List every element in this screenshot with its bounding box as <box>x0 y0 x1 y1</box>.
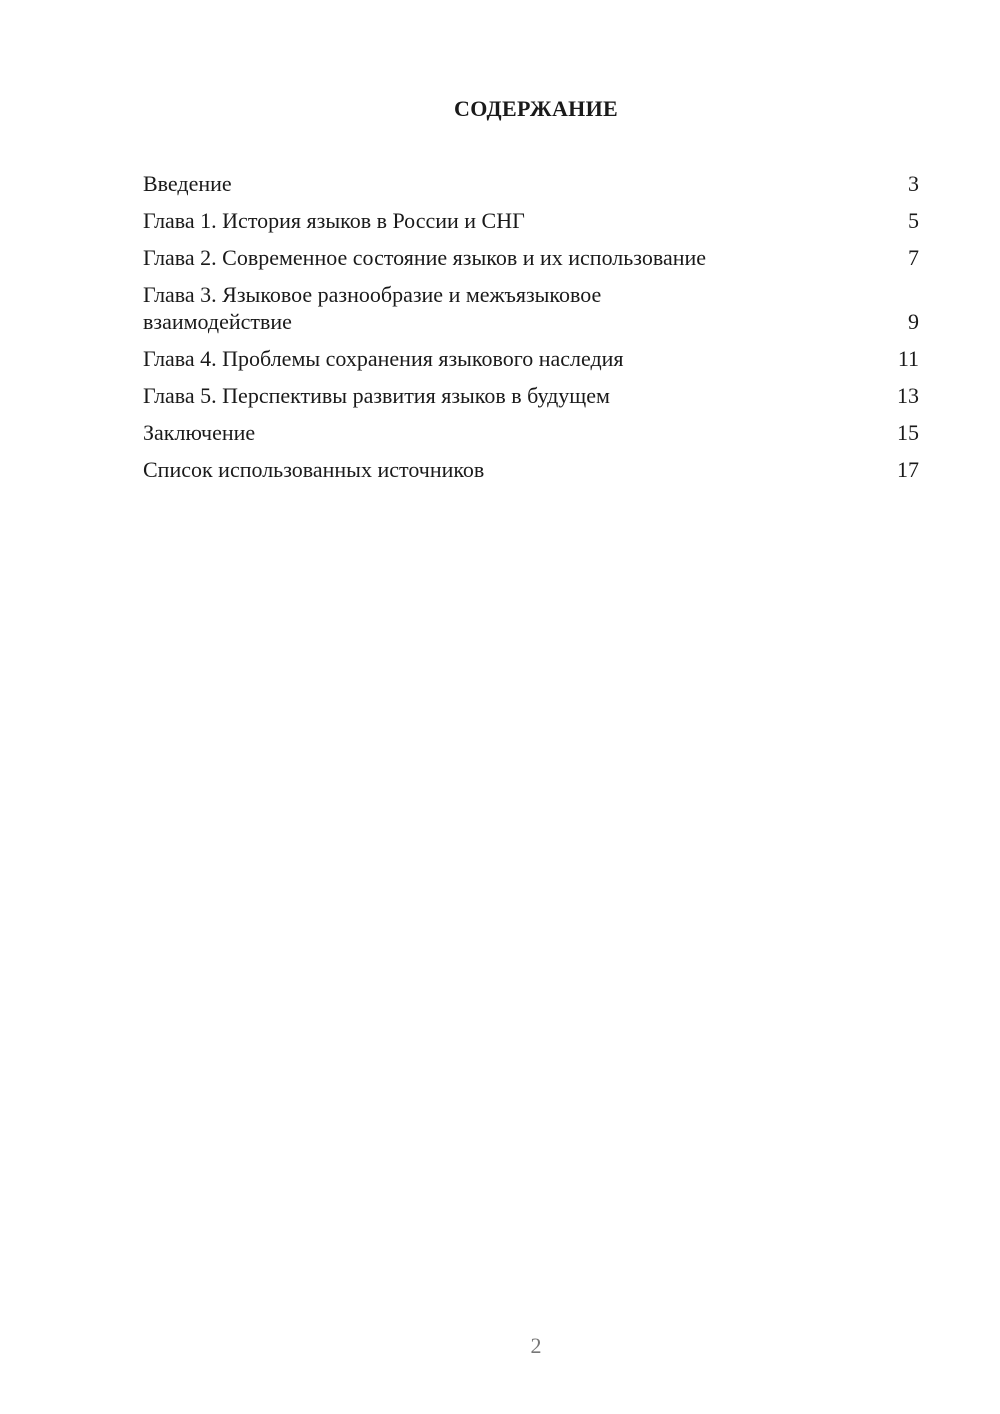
toc-entry-page: 15 <box>897 420 919 445</box>
toc-entry-text: Глава 3. Языковое разнообразие и межъязыковое взаимодействие <box>143 282 602 334</box>
toc-entry-text: Глава 2. Современное состояние языков и их использование <box>143 245 707 270</box>
toc-entry-chapter-1[interactable] <box>143 207 919 234</box>
toc-entry-page: 17 <box>897 457 919 482</box>
page-number: 2 <box>530 1333 542 1358</box>
toc-entry-page: 7 <box>908 245 919 270</box>
toc-entry-conclusion[interactable] <box>143 419 919 446</box>
toc-entry-references[interactable] <box>143 456 919 483</box>
toc-entry-text: Введение <box>143 171 232 196</box>
toc-entry-introduction[interactable] <box>143 170 919 197</box>
toc-entry-text: Глава 1. История языков в России и СНГ <box>143 208 525 233</box>
toc-entry-page: 11 <box>897 346 919 371</box>
toc-entry-page: 5 <box>908 208 919 233</box>
toc-entry-text: Глава 5. Перспективы развития языков в будущем <box>143 383 610 408</box>
toc-entry-text: Глава 4. Проблемы сохранения языкового наследия <box>143 346 624 371</box>
table-of-contents <box>143 170 919 493</box>
toc-entry-chapter-2[interactable] <box>143 244 919 271</box>
page-title: СОДЕРЖАНИЕ <box>454 96 618 121</box>
toc-entry-chapter-3[interactable] <box>143 281 919 335</box>
toc-entry-text: Заключение <box>143 420 256 445</box>
toc-entry-chapter-4[interactable] <box>143 345 919 372</box>
toc-entry-page: 3 <box>908 171 919 196</box>
toc-entry-page: 13 <box>897 383 919 408</box>
toc-entry-chapter-5[interactable] <box>143 382 919 409</box>
toc-entry-text: Список использованных источников <box>143 457 485 482</box>
toc-entry-page: 9 <box>908 309 919 334</box>
